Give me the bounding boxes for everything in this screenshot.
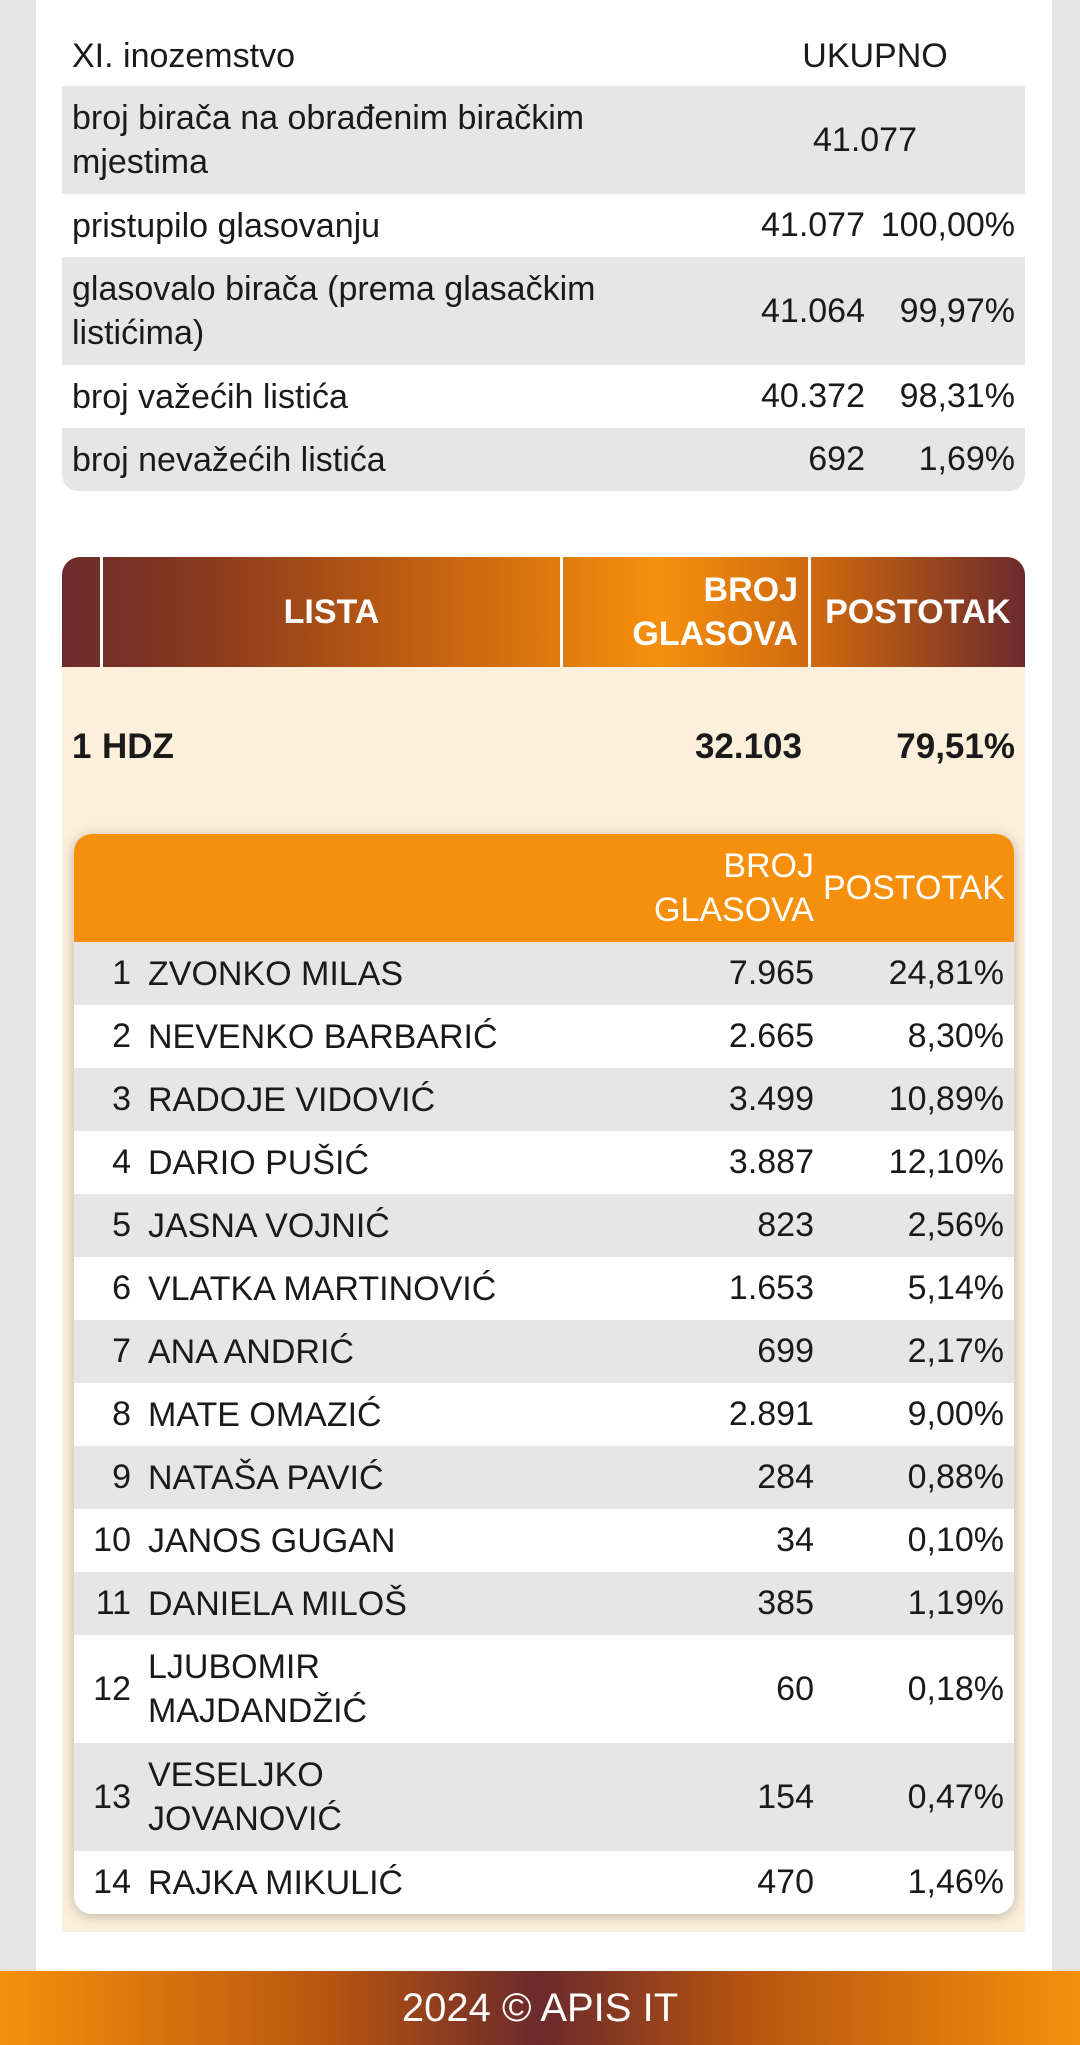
candidate-percent: 0,10% [907, 1521, 1004, 1559]
candidate-number: 2 [112, 1017, 131, 1055]
candidate-header-spacer [74, 834, 614, 942]
candidate-percent: 24,81% [888, 954, 1004, 992]
summary-header [62, 26, 1025, 86]
candidate-name: VESELJKO JOVANOVIĆ [148, 1756, 342, 1838]
candidate-votes: 7.965 [728, 954, 814, 992]
candidate-name: RAJKA MIKULIĆ [148, 1863, 404, 1902]
candidate-number: 9 [112, 1458, 131, 1496]
candidate-number: 14 [93, 1863, 131, 1901]
candidate-votes: 154 [757, 1777, 814, 1816]
candidate-votes: 2.665 [728, 1017, 814, 1055]
candidate-percent: 2,56% [907, 1206, 1004, 1244]
candidate-row [74, 1005, 1014, 1068]
candidate-percent: 2,17% [907, 1332, 1004, 1370]
candidate-votes: 3.499 [728, 1080, 814, 1118]
candidate-number: 6 [112, 1269, 131, 1307]
candidate-percent: 10,89% [888, 1080, 1004, 1118]
summary-row [62, 428, 1025, 491]
candidate-number: 10 [93, 1521, 131, 1559]
candidate-name: RADOJE VIDOVIĆ [148, 1080, 436, 1119]
summary-percent: 99,97% [899, 291, 1015, 330]
candidate-votes: 470 [757, 1863, 814, 1901]
summary-value: 41.077 [813, 120, 917, 159]
summary-label: pristupilo glasovanju [72, 206, 381, 245]
candidate-table [74, 834, 1014, 1914]
candidate-percent: 9,00% [907, 1395, 1004, 1433]
candidate-name: JASNA VOJNIĆ [148, 1206, 390, 1245]
party-votes: 32.103 [694, 727, 802, 766]
candidate-number: 7 [112, 1332, 131, 1370]
candidate-header [74, 834, 1014, 942]
party-percent: 79,51% [896, 727, 1015, 766]
candidate-name: JANOS GUGAN [148, 1521, 396, 1560]
candidate-percent: 8,30% [907, 1017, 1004, 1055]
party-name: HDZ [102, 727, 174, 766]
candidate-row [74, 1743, 1014, 1851]
candidate-votes: 385 [757, 1584, 814, 1622]
list-results-table [62, 557, 1025, 1932]
candidate-name: DANIELA MILOŠ [148, 1584, 407, 1623]
summary-percent: 1,69% [918, 440, 1015, 478]
footer-copyright: 2024 © APIS IT [0, 1971, 1080, 2045]
percent-column-header[interactable]: POSTOTAK [825, 592, 1011, 631]
candidate-name: ZVONKO MILAS [148, 954, 404, 993]
summary-label: broj nevažećih listića [72, 440, 386, 479]
votes-column-header[interactable]: BROJ GLASOVA [563, 557, 811, 667]
turnout-summary-table [62, 26, 1025, 491]
unit-title: XI. inozemstvo [72, 36, 295, 75]
candidate-percent: 0,47% [907, 1777, 1004, 1816]
candidate-number: 4 [112, 1143, 131, 1181]
candidate-row [74, 1194, 1014, 1257]
party-row-hdz[interactable] [62, 667, 1025, 827]
summary-value: 41.077 [761, 206, 865, 244]
summary-value: 41.064 [761, 291, 865, 330]
candidate-number: 12 [93, 1669, 131, 1708]
candidate-row [74, 942, 1014, 1005]
summary-row [62, 257, 1025, 365]
candidate-percent: 0,18% [907, 1669, 1004, 1708]
candidate-number: 13 [93, 1777, 131, 1816]
candidate-name: NATAŠA PAVIĆ [148, 1458, 384, 1497]
candidate-votes-header: BROJ GLASOVA [654, 847, 814, 929]
candidate-name: NEVENKO BARBARIĆ [148, 1017, 498, 1056]
candidate-number: 3 [112, 1080, 131, 1118]
candidate-name: MATE OMAZIĆ [148, 1395, 382, 1434]
candidate-votes: 60 [776, 1669, 814, 1708]
candidate-percent: 5,14% [907, 1269, 1004, 1307]
summary-value: 692 [808, 440, 865, 478]
candidate-rows [74, 942, 1014, 1914]
summary-label: glasovalo birača (prema glasačkim listićima) [72, 270, 596, 352]
summary-value: 40.372 [761, 377, 865, 415]
candidate-number: 5 [112, 1206, 131, 1244]
candidate-row [74, 1509, 1014, 1572]
candidate-row [74, 1572, 1014, 1635]
candidate-row [74, 1320, 1014, 1383]
candidate-percent: 1,46% [907, 1863, 1004, 1901]
candidate-name: ANA ANDRIĆ [148, 1332, 354, 1371]
summary-row [62, 365, 1025, 428]
candidate-votes: 699 [757, 1332, 814, 1370]
candidate-row [74, 1131, 1014, 1194]
candidate-number: 8 [112, 1395, 131, 1433]
candidate-percent: 1,19% [907, 1584, 1004, 1622]
summary-row [62, 194, 1025, 257]
summary-percent: 98,31% [899, 377, 1015, 415]
candidate-percent: 12,10% [888, 1143, 1004, 1181]
candidate-votes: 34 [776, 1521, 814, 1559]
summary-label: broj birača na obrađenim biračkim mjestima [72, 99, 585, 181]
candidate-votes: 3.887 [728, 1143, 814, 1181]
list-column-header[interactable]: LISTA [103, 557, 563, 667]
header-spacer [62, 557, 103, 667]
summary-label: broj važećih listića [72, 377, 348, 416]
candidate-votes: 2.891 [728, 1395, 814, 1433]
candidate-votes: 284 [757, 1458, 814, 1496]
candidate-row [74, 1635, 1014, 1743]
summary-row [62, 86, 1025, 194]
candidate-number: 1 [112, 954, 131, 992]
candidate-name: VLATKA MARTINOVIĆ [148, 1269, 497, 1308]
summary-percent: 100,00% [880, 206, 1015, 244]
candidate-row [74, 1068, 1014, 1131]
candidate-votes: 823 [757, 1206, 814, 1244]
results-header [62, 557, 1025, 667]
candidate-name: DARIO PUŠIĆ [148, 1143, 370, 1182]
candidate-name: LJUBOMIR MAJDANDŽIĆ [148, 1648, 368, 1730]
candidate-row [74, 1446, 1014, 1509]
candidate-number: 11 [95, 1584, 131, 1622]
party-number: 1 [72, 727, 92, 766]
candidate-percent: 0,88% [907, 1458, 1004, 1496]
candidate-row [74, 1257, 1014, 1320]
candidate-percent-header: POSTOTAK [822, 868, 1005, 907]
total-header: UKUPNO [802, 36, 948, 75]
candidate-row [74, 1851, 1014, 1914]
candidate-votes: 1.653 [728, 1269, 814, 1307]
candidate-row [74, 1383, 1014, 1446]
